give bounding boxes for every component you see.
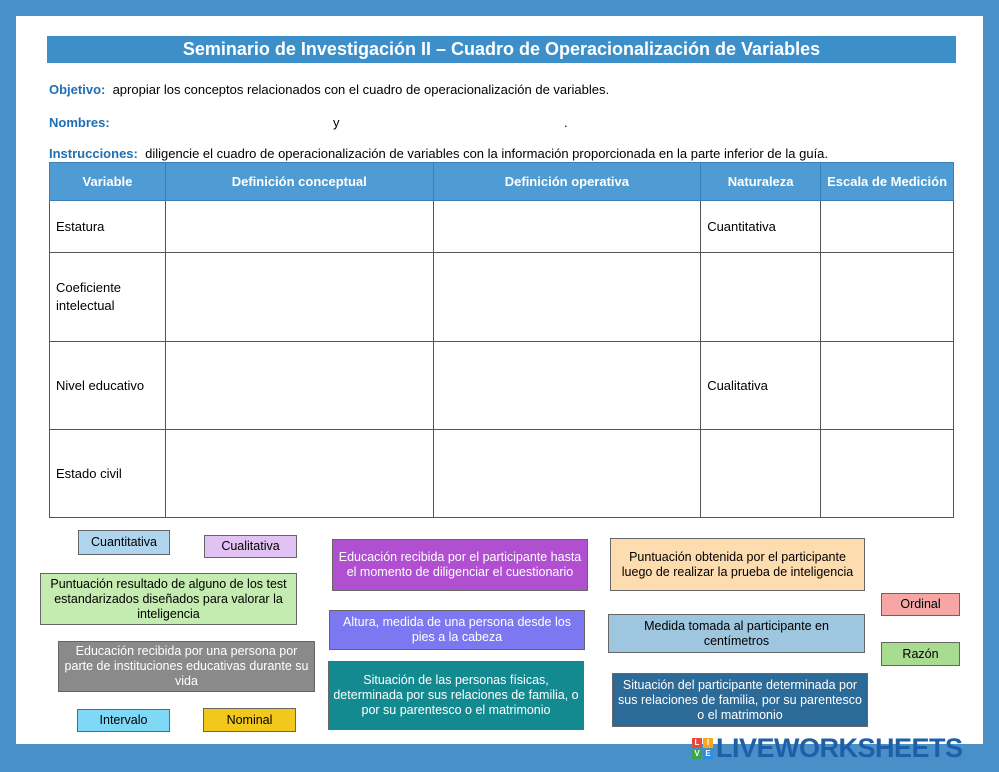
drop-zone-naturaleza[interactable] <box>701 253 821 342</box>
instructions-label: Instrucciones: <box>49 146 138 161</box>
table-row <box>50 342 954 430</box>
objective-text: apropiar los conceptos relacionados con el cuadro de operacionalización de variables. <box>112 82 610 97</box>
drop-zone-definicion-operativa[interactable] <box>433 342 701 430</box>
logo-letter-i: I <box>703 738 713 748</box>
drop-zone-definicion-operativa[interactable] <box>433 201 701 253</box>
cell-variable: Nivel educativo <box>50 342 166 430</box>
logo-wordmark: LIVEWORKSHEETS <box>716 732 963 763</box>
page-title: Seminario de Investigación II – Cuadro de Operacionalización de Variables <box>47 36 956 63</box>
chip-educacion-participante[interactable]: Educación recibida por el participante hasta el momento de diligenciar el cuestionario <box>332 539 588 591</box>
header-variable: Variable <box>50 163 166 201</box>
names-line <box>49 115 110 130</box>
objective-line <box>49 82 609 97</box>
header-definicion-operativa: Definición operativa <box>433 163 701 201</box>
chip-puntuacion-obtenida[interactable]: Puntuación obtenida por el participante luego de realizar la prueba de inteligencia <box>610 538 865 591</box>
table-row <box>50 201 954 253</box>
chip-educacion-persona[interactable]: Educación recibida por una persona por parte de instituciones educativas durante su vida <box>58 641 315 692</box>
logo-icon <box>692 738 713 759</box>
drop-zone-escala[interactable] <box>821 201 954 253</box>
chip-intervalo[interactable]: Intervalo <box>77 709 170 732</box>
cell-naturaleza: Cualitativa <box>701 342 821 430</box>
drop-zone-escala[interactable] <box>821 430 954 518</box>
drop-zone-definicion-conceptual[interactable] <box>165 201 433 253</box>
liveworksheets-logo <box>692 733 963 763</box>
cell-naturaleza: Cuantitativa <box>701 201 821 253</box>
cell-variable: Estatura <box>50 201 166 253</box>
drop-zone-definicion-conceptual[interactable] <box>165 253 433 342</box>
logo-letter-l: L <box>692 738 702 748</box>
names-end: . <box>564 115 568 130</box>
drop-zone-naturaleza[interactable] <box>701 430 821 518</box>
logo-letter-e: E <box>703 749 713 759</box>
drop-zone-definicion-conceptual[interactable] <box>165 342 433 430</box>
chip-cuantitativa[interactable]: Cuantitativa <box>78 530 170 555</box>
chip-razon[interactable]: Razón <box>881 642 960 666</box>
chip-ordinal[interactable]: Ordinal <box>881 593 960 616</box>
drop-zone-definicion-operativa[interactable] <box>433 253 701 342</box>
chip-altura[interactable]: Altura, medida de una persona desde los pies a la cabeza <box>329 610 585 650</box>
cell-variable: Coeficiente intelectual <box>50 253 166 342</box>
table-row <box>50 430 954 518</box>
names-label: Nombres: <box>49 115 110 130</box>
drop-zone-escala[interactable] <box>821 253 954 342</box>
header-definicion-conceptual: Definición conceptual <box>165 163 433 201</box>
instructions-line <box>49 146 828 161</box>
chip-situacion-participante[interactable]: Situación del participante determinada por sus relaciones de familia, por su parentesco o el matrimonio <box>612 673 868 727</box>
cell-variable: Estado civil <box>50 430 166 518</box>
drop-zone-definicion-conceptual[interactable] <box>165 430 433 518</box>
names-separator: y <box>333 115 340 130</box>
logo-letter-v: V <box>692 749 702 759</box>
chip-cualitativa[interactable]: Cualitativa <box>204 535 297 558</box>
chip-nominal[interactable]: Nominal <box>203 708 296 732</box>
chip-puntuacion-test[interactable]: Puntuación resultado de alguno de los test estandarizados diseñados para valorar la inteligencia <box>40 573 297 625</box>
header-naturaleza: Naturaleza <box>701 163 821 201</box>
drop-zone-escala[interactable] <box>821 342 954 430</box>
header-escala: Escala de Medición <box>821 163 954 201</box>
operationalization-table <box>49 162 954 518</box>
objective-label: Objetivo: <box>49 82 106 97</box>
table-row <box>50 253 954 342</box>
chip-situacion-personas[interactable]: Situación de las personas físicas, determinada por sus relaciones de familia, o por su parentesco o el matrimonio <box>328 661 584 730</box>
instructions-text: diligencie el cuadro de operacionalización de variables con la información proporcionada en la parte inferior de la guía. <box>145 146 829 161</box>
drop-zone-definicion-operativa[interactable] <box>433 430 701 518</box>
table-header-row <box>50 163 954 201</box>
chip-medida[interactable]: Medida tomada al participante en centímetros <box>608 614 865 653</box>
